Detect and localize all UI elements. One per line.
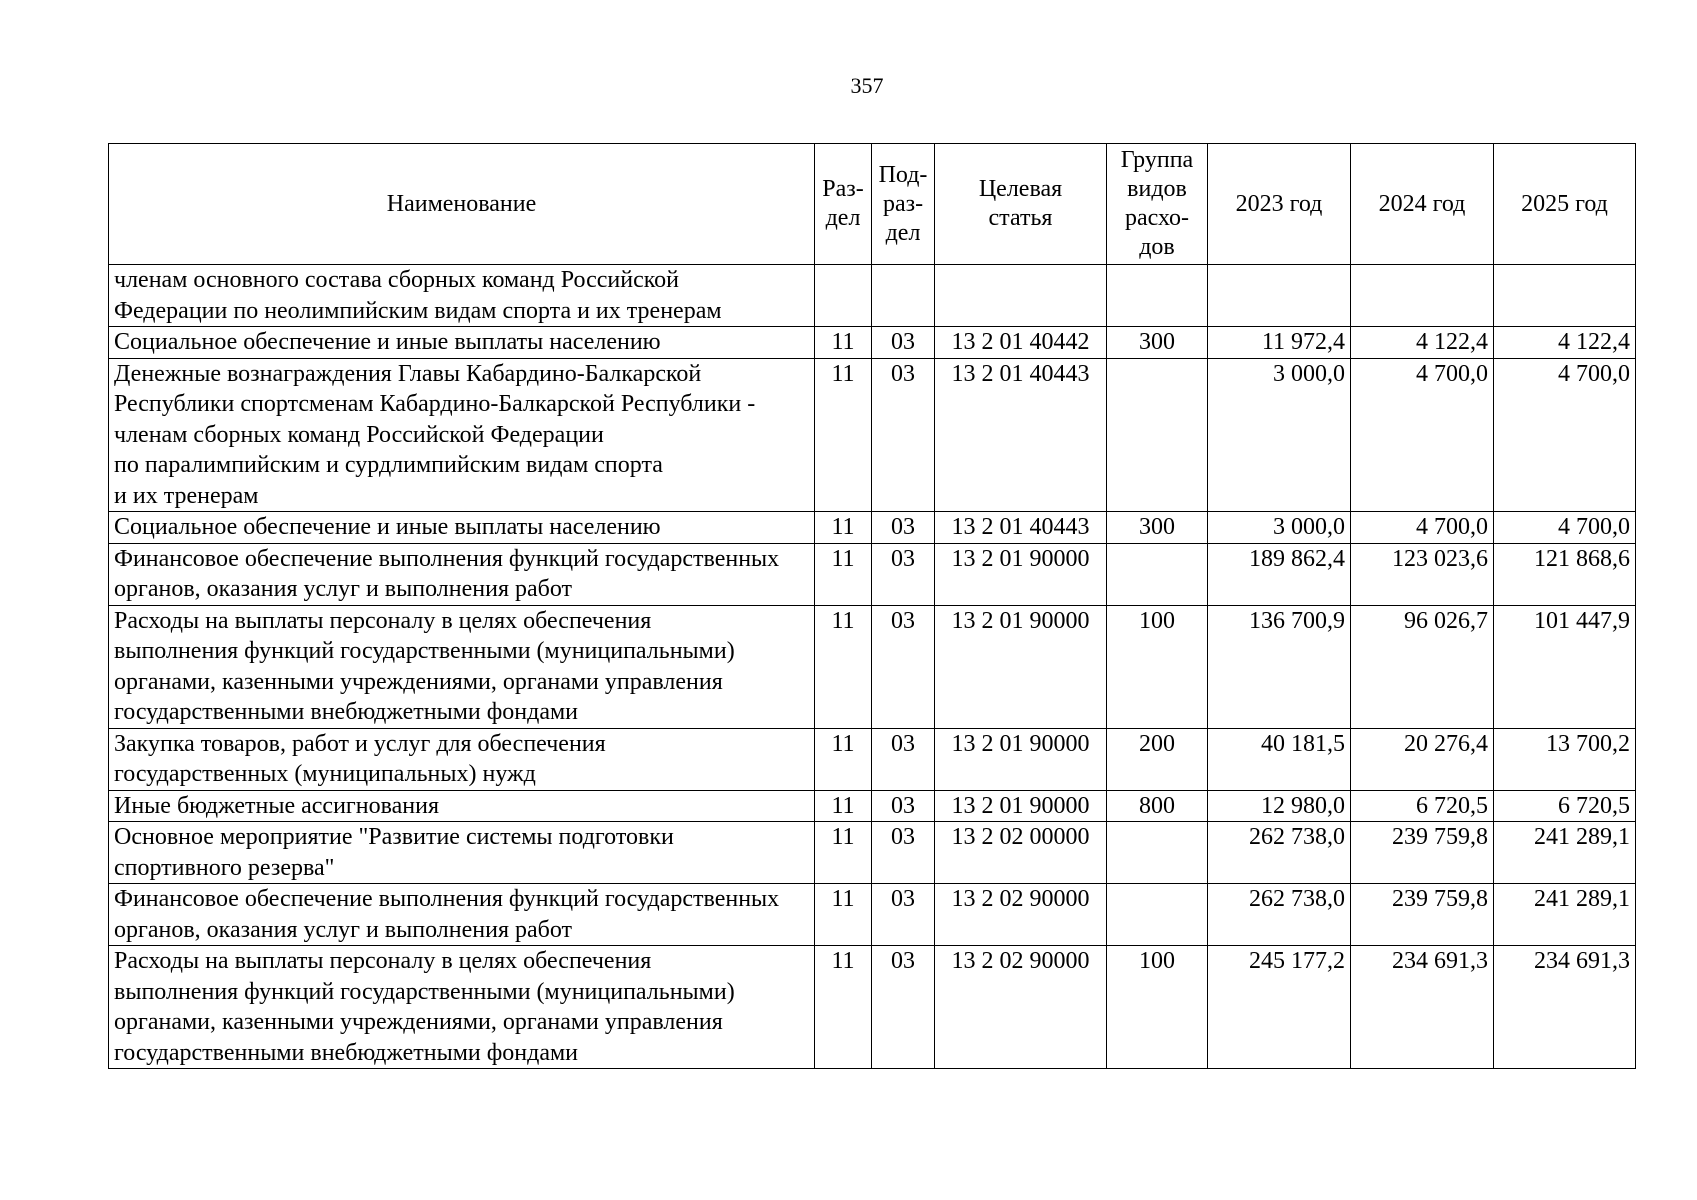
cell-name-line: членам сборных команд Российской Федерации [114,421,604,448]
cell-podrazdel: 03 [872,822,935,884]
cell-podrazdel: 03 [872,327,935,359]
cell-2023: 262 738,0 [1208,822,1351,884]
cell-name [109,265,815,327]
cell-name-line: органов, оказания услуг и выполнения работ [114,916,573,943]
cell-name-line: Расходы на выплаты персоналу в целях обеспечения [114,607,652,634]
cell-razdel: 11 [815,822,872,884]
cell-podrazdel: 03 [872,512,935,544]
cell-gruppa: 200 [1107,728,1208,790]
cell-podrazdel: 03 [872,728,935,790]
table-body [109,265,1636,1069]
cell-podrazdel: 03 [872,543,935,605]
table-row [109,728,1636,790]
cell-2023: 262 738,0 [1208,884,1351,946]
cell-name-line: Социальное обеспечение и иные выплаты населению [114,329,661,355]
table-row [109,358,1636,512]
cell-2025: 4 700,0 [1494,512,1636,544]
cell-name [109,358,815,512]
cell-2024: 4 700,0 [1351,512,1494,544]
cell-name [109,946,815,1069]
cell-gruppa [1107,265,1208,327]
cell-tselevaya [935,265,1107,327]
cell-name [109,790,815,822]
header-tselevaya-line: Целевая [978,176,1063,202]
cell-tselevaya: 13 2 02 90000 [935,946,1107,1069]
table-row [109,946,1636,1069]
cell-razdel: 11 [815,790,872,822]
header-gruppa-line: дов [1139,234,1175,260]
header-2024: 2024 год [1351,144,1494,265]
cell-gruppa: 300 [1107,327,1208,359]
header-gruppa-line: видов [1127,176,1187,202]
cell-name-line: Иные бюджетные ассигнования [114,792,439,819]
header-podrazdel [872,144,935,265]
header-podrazdel-line: Под- [878,161,928,188]
cell-2024: 4 700,0 [1351,358,1494,512]
cell-name [109,728,815,790]
cell-2025 [1494,265,1636,327]
cell-razdel: 11 [815,543,872,605]
cell-podrazdel: 03 [872,605,935,728]
cell-2023: 189 862,4 [1208,543,1351,605]
header-podrazdel-line: дел [885,219,921,246]
cell-podrazdel: 03 [872,790,935,822]
cell-tselevaya: 13 2 01 40443 [935,512,1107,544]
cell-podrazdel: 03 [872,358,935,512]
table-row [109,605,1636,728]
cell-tselevaya: 13 2 02 00000 [935,822,1107,884]
cell-2023 [1208,265,1351,327]
cell-2025: 13 700,2 [1494,728,1636,790]
cell-tselevaya: 13 2 01 90000 [935,543,1107,605]
cell-podrazdel [872,265,935,327]
cell-tselevaya: 13 2 01 90000 [935,605,1107,728]
cell-gruppa: 800 [1107,790,1208,822]
cell-name-line: Федерации по неолимпийским видам спорта и их тренерам [114,297,722,324]
cell-2025: 6 720,5 [1494,790,1636,822]
cell-gruppa [1107,358,1208,512]
table-row [109,265,1636,327]
cell-name-line: органами, казенными учреждениями, органами управления [114,668,723,695]
cell-2024: 239 759,8 [1351,822,1494,884]
header-gruppa [1107,144,1208,265]
cell-2025: 4 122,4 [1494,327,1636,359]
cell-name [109,327,815,359]
header-name: Наименование [109,144,815,265]
header-row [109,144,1636,265]
cell-2023: 11 972,4 [1208,327,1351,359]
table-row [109,822,1636,884]
cell-podrazdel: 03 [872,884,935,946]
cell-name-line: спортивного резерва" [114,854,335,881]
cell-razdel: 11 [815,946,872,1069]
page-number: 357 [850,73,884,98]
cell-name-line: Республики спортсменам Кабардино-Балкарской Республики - [114,391,756,417]
cell-tselevaya: 13 2 01 90000 [935,728,1107,790]
cell-2024: 20 276,4 [1351,728,1494,790]
cell-razdel [815,265,872,327]
table-row [109,543,1636,605]
cell-name-line: государственных (муниципальных) нужд [114,761,536,787]
cell-gruppa: 300 [1107,512,1208,544]
cell-name-line: выполнения функций государственными (муниципальными) [114,638,735,664]
header-razdel-line: Раз- [822,176,864,202]
cell-gruppa: 100 [1107,605,1208,728]
cell-name-line: по паралимпийским и сурдлимпийским видам спорта [114,452,663,478]
cell-name-line: Денежные вознаграждения Главы Кабардино-Балкарской [114,360,702,387]
cell-2025: 4 700,0 [1494,358,1636,512]
cell-name-line: Расходы на выплаты персоналу в целях обеспечения [114,948,652,974]
cell-gruppa: 100 [1107,946,1208,1069]
cell-name [109,543,815,605]
cell-podrazdel: 03 [872,946,935,1069]
cell-2024: 234 691,3 [1351,946,1494,1069]
cell-name-line: Финансовое обеспечение выполнения функций государственных [114,545,780,572]
table-row [109,327,1636,359]
cell-2025: 121 868,6 [1494,543,1636,605]
cell-gruppa [1107,543,1208,605]
cell-razdel: 11 [815,728,872,790]
budget-table [108,143,1636,1069]
header-razdel-line: дел [825,205,861,231]
cell-2025: 241 289,1 [1494,822,1636,884]
cell-name-line: членам основного состава сборных команд Российской [114,267,680,293]
header-gruppa-line: расхо- [1124,205,1190,231]
header-podrazdel-line: раз- [882,190,924,217]
cell-name-line: органов, оказания услуг и выполнения работ [114,576,573,602]
cell-razdel: 11 [815,512,872,544]
cell-name [109,822,815,884]
table-row [109,790,1636,822]
cell-name [109,512,815,544]
cell-name-line: выполнения функций государственными (муниципальными) [114,978,735,1005]
cell-name-line: и их тренерам [114,482,259,509]
header-tselevaya [935,144,1107,265]
cell-razdel: 11 [815,358,872,512]
cell-name-line: государственными внебюджетными фондами [114,1039,579,1066]
cell-2024 [1351,265,1494,327]
header-2025: 2025 год [1494,144,1636,265]
cell-2024: 6 720,5 [1351,790,1494,822]
cell-gruppa [1107,884,1208,946]
cell-2025: 241 289,1 [1494,884,1636,946]
cell-tselevaya: 13 2 01 40442 [935,327,1107,359]
cell-2024: 123 023,6 [1351,543,1494,605]
cell-gruppa [1107,822,1208,884]
cell-name-line: органами, казенными учреждениями, органами управления [114,1009,723,1035]
cell-2023: 136 700,9 [1208,605,1351,728]
cell-name-line: Закупка товаров, работ и услуг для обеспечения [114,730,606,757]
cell-name-line: Социальное обеспечение и иные выплаты населению [114,514,661,540]
cell-2025: 234 691,3 [1494,946,1636,1069]
cell-2024: 4 122,4 [1351,327,1494,359]
cell-2023: 40 181,5 [1208,728,1351,790]
cell-name [109,605,815,728]
cell-tselevaya: 13 2 01 90000 [935,790,1107,822]
cell-name-line: Финансовое обеспечение выполнения функций государственных [114,886,780,912]
header-tselevaya-line: статья [988,205,1053,231]
header-2023: 2023 год [1208,144,1351,265]
cell-2024: 239 759,8 [1351,884,1494,946]
cell-razdel: 11 [815,327,872,359]
cell-2023: 3 000,0 [1208,512,1351,544]
cell-name-line: Основное мероприятие "Развитие системы подготовки [114,824,674,850]
cell-name [109,884,815,946]
header-razdel [815,144,872,265]
table-row [109,884,1636,946]
table-row [109,512,1636,544]
cell-name-line: государственными внебюджетными фондами [114,699,579,725]
cell-2023: 3 000,0 [1208,358,1351,512]
cell-2024: 96 026,7 [1351,605,1494,728]
cell-2025: 101 447,9 [1494,605,1636,728]
cell-razdel: 11 [815,884,872,946]
cell-razdel: 11 [815,605,872,728]
cell-2023: 12 980,0 [1208,790,1351,822]
cell-tselevaya: 13 2 02 90000 [935,884,1107,946]
header-gruppa-line: Группа [1120,147,1194,173]
cell-tselevaya: 13 2 01 40443 [935,358,1107,512]
cell-2023: 245 177,2 [1208,946,1351,1069]
